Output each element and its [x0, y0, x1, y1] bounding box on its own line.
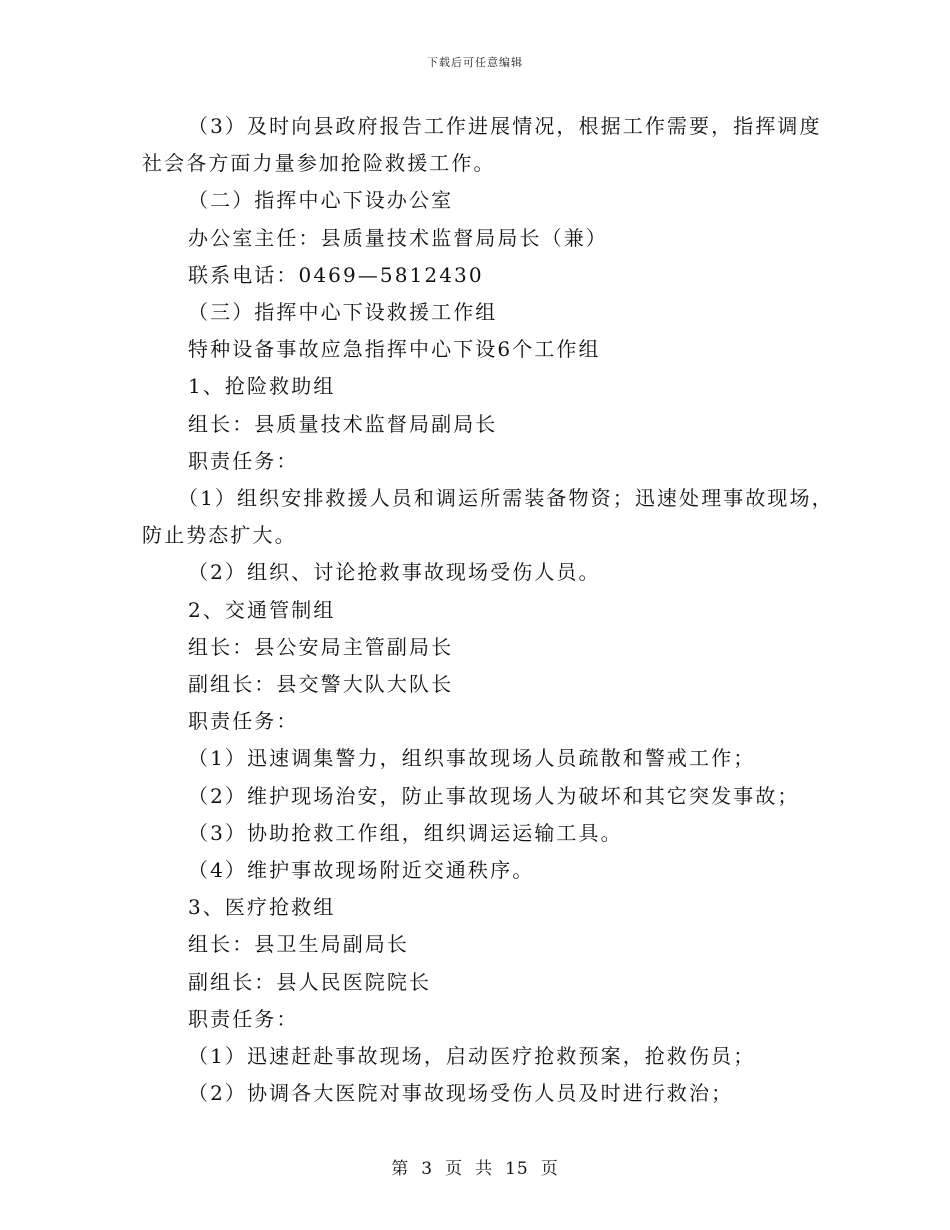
document-body: [142, 108, 832, 1112]
paragraph-line: 防止势态扩大。: [142, 523, 297, 548]
paragraph-line: （3）及时向县政府报告工作进展情况，根据工作需要，指挥调度: [188, 114, 822, 138]
page-header: 下载后可任意编辑: [427, 56, 523, 69]
paragraph-line: （2）维护现场治安，防止事故现场人为破坏和其它突发事故；: [188, 783, 800, 808]
footer-total-pages: 15: [505, 1159, 529, 1179]
paragraph-line: （1）组织安排救援人员和调运所需装备物资；迅速处理事故现场，: [178, 486, 834, 511]
footer-total-word: 共: [475, 1159, 494, 1179]
footer-prefix: 第: [391, 1159, 410, 1179]
paragraph-line: 职责任务：: [188, 709, 299, 734]
footer-current-page: 3: [421, 1159, 434, 1179]
paragraph-line: （2）组织、讨论抢救事故现场受伤人员。: [188, 560, 601, 585]
paragraph-line: 组长：县公安局主管副局长: [188, 634, 454, 659]
group-heading: 3、医疗抢救组: [188, 895, 336, 920]
paragraph-line: 组长：县卫生局副局长: [188, 932, 409, 957]
group-heading: 1、抢险救助组: [188, 374, 336, 399]
paragraph-line: 职责任务：: [188, 448, 299, 473]
contact-phone: 联系电话：0469—5812430: [188, 262, 484, 287]
paragraph-line: 社会各方面力量参加抢险救援工作。: [142, 151, 496, 176]
section-heading: （三）指挥中心下设救援工作组: [188, 300, 498, 325]
paragraph-line: （1）迅速调集警力，组织事故现场人员疏散和警戒工作；: [188, 746, 756, 771]
group-heading: 2、交通管制组: [188, 597, 336, 622]
paragraph-line: 办公室主任：县质量技术监督局局长（兼）: [188, 225, 608, 250]
section-heading: （二）指挥中心下设办公室: [188, 188, 454, 213]
paragraph-line: （4）维护事故现场附近交通秩序。: [188, 858, 535, 883]
paragraph-line: 组长：县质量技术监督局副局长: [188, 411, 498, 436]
paragraph-line: （1）迅速赶赴事故现场，启动医疗抢救预案，抢救伤员；: [188, 1044, 756, 1069]
paragraph-line: （3）协助抢救工作组，组织调运运输工具。: [188, 820, 623, 845]
paragraph-line: 职责任务：: [188, 1006, 299, 1031]
paragraph-line: 副组长：县人民医院院长: [188, 969, 432, 994]
footer-page-word: 页: [445, 1159, 464, 1179]
paragraph-line: 特种设备事故应急指挥中心下设6个工作组: [188, 337, 601, 362]
paragraph-line: （2）协调各大医院对事故现场受伤人员及时进行救治；: [188, 1081, 734, 1106]
paragraph-line: 副组长：县交警大队大队长: [188, 672, 454, 697]
page-footer: [0, 1154, 950, 1179]
footer-suffix: 页: [540, 1159, 559, 1179]
